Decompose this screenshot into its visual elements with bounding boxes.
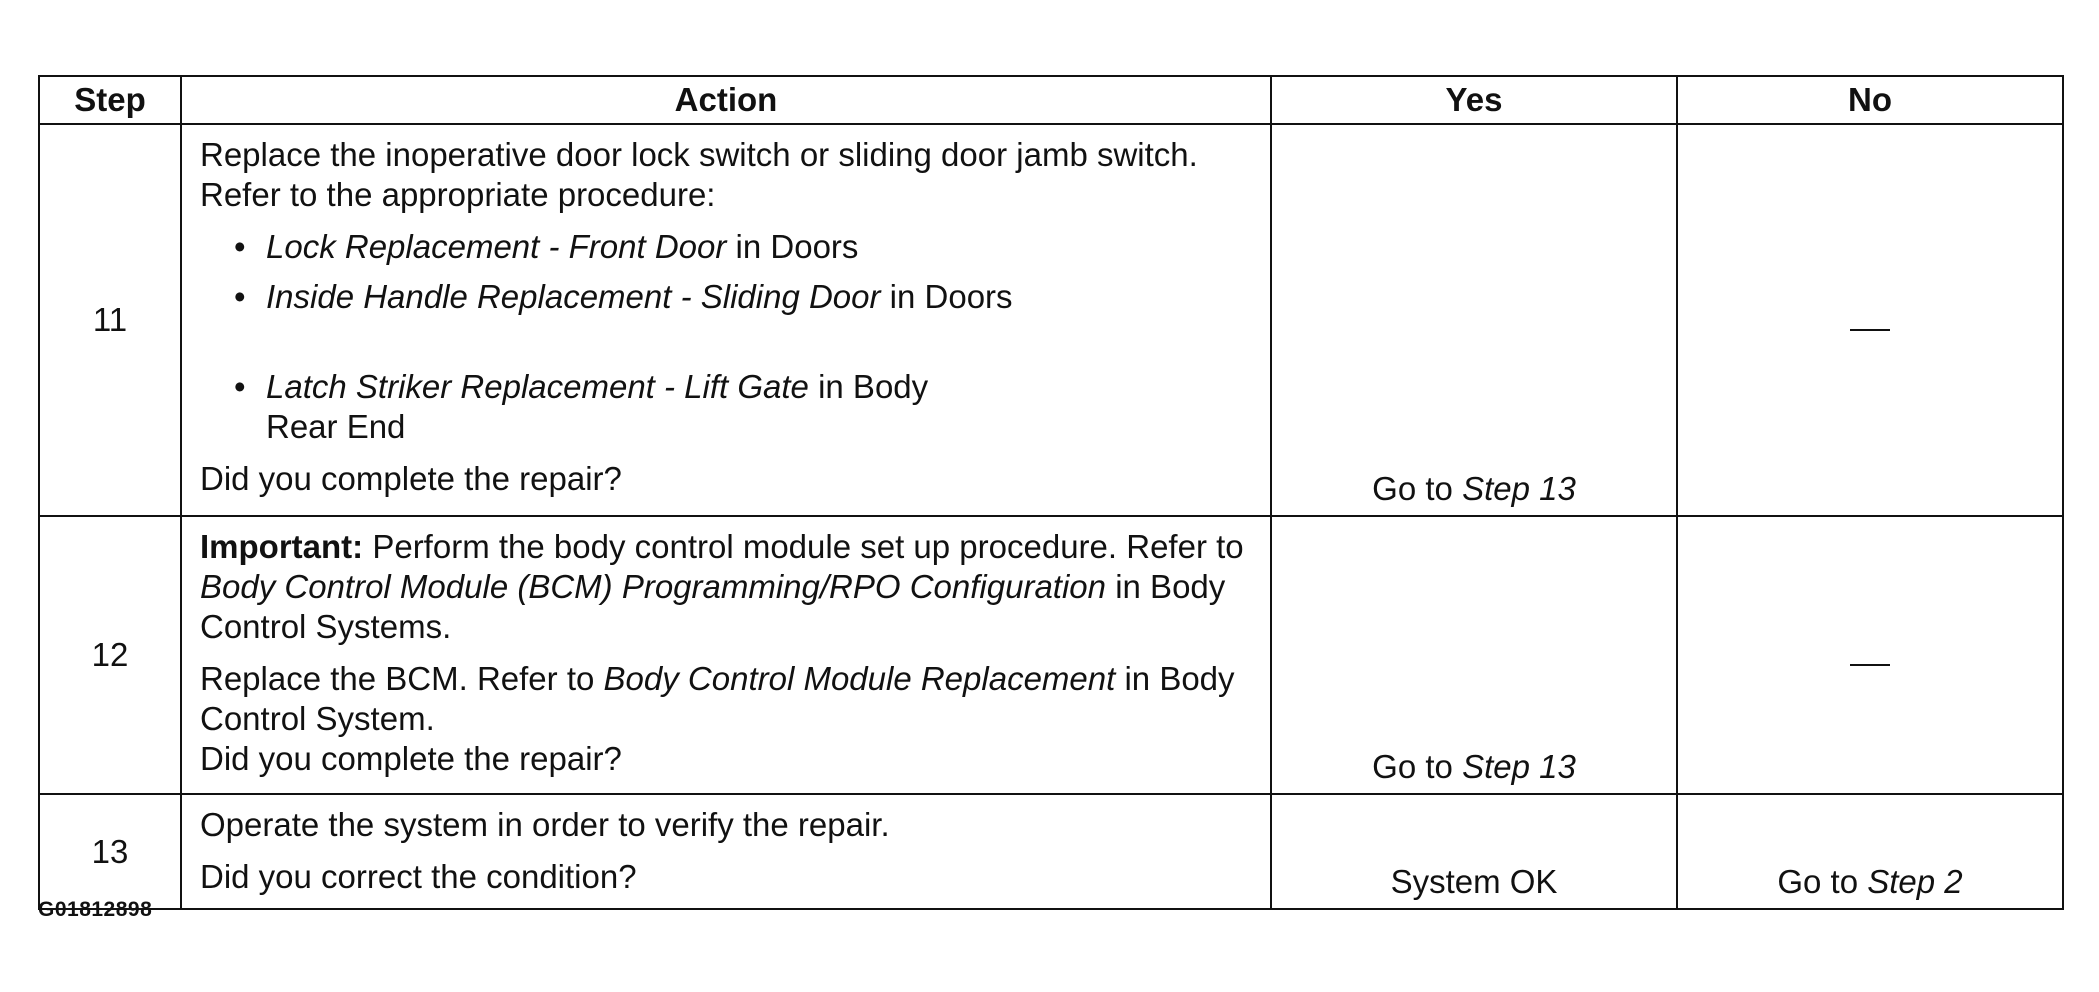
important-note: [200, 527, 1258, 647]
action-cell: [181, 794, 1271, 909]
yes-step-ref: Step 13: [1462, 748, 1576, 785]
step-number: 11: [39, 124, 181, 516]
action-question: Did you complete the repair?: [200, 460, 622, 497]
no-cell: [1677, 794, 2063, 909]
procedure-location: in Doors: [726, 228, 859, 265]
important-label: Important:: [200, 528, 364, 565]
action-cell: [181, 516, 1271, 794]
replace-instruction: [200, 659, 1258, 739]
important-text-end: in Body Control Systems.: [200, 568, 1226, 645]
procedure-title: Lock Replacement - Front Door: [266, 228, 727, 265]
procedure-location-continued: Rear End: [266, 408, 406, 445]
no-cell: [1677, 516, 2063, 794]
action-instruction: Operate the system in order to verify the repair.: [200, 806, 890, 843]
table-row: [39, 124, 2063, 516]
replace-ref: Body Control Module Replacement: [603, 660, 1116, 697]
important-text: Perform the body control module set up procedure. Refer to: [363, 528, 1244, 565]
table-row: [39, 516, 2063, 794]
yes-prefix: Go to: [1372, 470, 1463, 507]
list-item: [234, 277, 1258, 317]
step-number: 13: [39, 794, 181, 909]
header-no: No: [1677, 76, 2063, 124]
action-question: Did you correct the condition?: [200, 858, 637, 895]
step-number: 12: [39, 516, 181, 794]
action-cell: [181, 124, 1271, 516]
replace-text: Replace the BCM. Refer to: [200, 660, 604, 697]
no-step-ref: Step 2: [1867, 863, 1963, 900]
procedure-location: in Doors: [880, 278, 1013, 315]
yes-step-ref: Step 13: [1462, 470, 1576, 507]
no-prefix: Go to: [1777, 863, 1868, 900]
list-item: [234, 367, 1258, 447]
header-step: Step: [39, 76, 181, 124]
header-action: Action: [181, 76, 1271, 124]
list-item: [234, 227, 1258, 267]
figure-id: G01812898: [38, 898, 153, 921]
table-row: [39, 794, 2063, 909]
no-dash: [1850, 329, 1890, 331]
no-cell: [1677, 124, 2063, 516]
yes-cell: [1271, 124, 1677, 516]
yes-prefix: Go to: [1372, 748, 1463, 785]
diagnostic-table: [38, 75, 2064, 910]
replace-text-end: in Body Control System.: [200, 660, 1235, 737]
procedure-list: [200, 227, 1258, 447]
yes-cell: [1271, 516, 1677, 794]
procedure-location: in Body: [808, 368, 929, 405]
procedure-title: Latch Striker Replacement - Lift Gate: [266, 368, 809, 405]
action-intro: Replace the inoperative door lock switch or sliding door jamb switch. Refer to the appropriate procedure:: [200, 136, 1198, 213]
procedure-title: Inside Handle Replacement - Sliding Door: [266, 278, 881, 315]
header-yes: Yes: [1271, 76, 1677, 124]
header-row: [39, 76, 2063, 124]
yes-cell: System OK: [1271, 794, 1677, 909]
action-question: Did you complete the repair?: [200, 740, 622, 777]
no-dash: [1850, 664, 1890, 666]
important-ref: Body Control Module (BCM) Programming/RPO Configuration: [200, 568, 1107, 605]
